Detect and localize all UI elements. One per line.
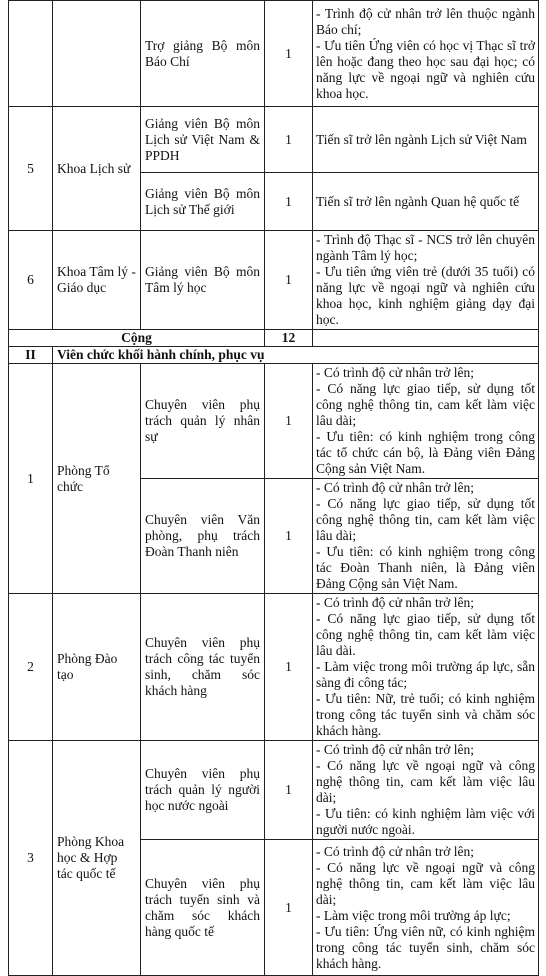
requirement-line: - Ưu tiên Ứng viên có học vị Thạc sĩ trở lên hoặc đang theo học sau đại học; có năng lực về ngoại ngữ và nghiên cứu khoa học. — [316, 37, 535, 101]
requirement-line: - Làm việc trong môi trường áp lực, sẵn sàng đi công tác; — [316, 659, 535, 690]
section-header-row — [9, 347, 539, 364]
requirement-line: - Có năng lực giao tiếp, sử dụng tốt công nghệ thông tin, cam kết làm việc lâu dài. — [316, 611, 535, 658]
unit-name: Khoa Tâm lý - Giáo dục — [53, 231, 141, 330]
total-value: 12 — [265, 330, 313, 347]
row-number: 5 — [9, 107, 53, 231]
requirement-line: - Ưu tiên: có kinh nghiệm trong công tác Đoàn Thanh niên, là Đảng viên Đảng Cộng sản Việt Nam. — [316, 544, 535, 591]
total-label: Cộng — [9, 330, 265, 347]
requirement-line: Tiến sĩ trở lên ngành Quan hệ quốc tế — [316, 193, 520, 209]
position-title: Chuyên viên phụ trách quản lý người học nước ngoài — [141, 741, 265, 840]
position-count: 1 — [265, 741, 313, 840]
row-number — [9, 1, 53, 107]
requirements-cell — [313, 594, 539, 741]
position-count: 1 — [265, 173, 313, 231]
requirement-line: - Có năng lực về ngoại ngữ và công nghệ thông tin, cam kết làm việc lâu dài; — [316, 859, 535, 907]
table-body — [9, 1, 539, 976]
unit-name — [53, 1, 141, 107]
position-count: 1 — [265, 1, 313, 107]
row-number: 1 — [9, 364, 53, 594]
unit-name: Phòng Đào tạo — [53, 594, 141, 741]
position-count: 1 — [265, 364, 313, 479]
unit-name: Khoa Lịch sử — [53, 107, 141, 231]
position-title: Giảng viên Bộ môn Tâm lý học — [141, 231, 265, 330]
unit-name: Phòng Khoa học & Hợp tác quốc tế — [53, 741, 141, 976]
position-title: Giảng viên Bộ môn Lịch sử Việt Nam & PPDH — [141, 107, 265, 173]
requirement-line: - Ưu tiên ứng viên trẻ (dưới 35 tuổi) có năng lực về ngoại ngữ và nghiên cứu khoa học, kinh nghiệm giảng dạy đại học. — [316, 264, 535, 327]
total-row — [9, 330, 539, 347]
position-title: Giảng viên Bộ môn Lịch sử Thế giới — [141, 173, 265, 231]
requirement-line: - Ưu tiên: Nữ, trẻ tuổi; có kinh nghiệm trong công tác tuyển sinh và chăm sóc khách hàng. — [316, 691, 535, 738]
unit-name: Phòng Tổ chức — [53, 364, 141, 594]
requirements-cell — [313, 840, 539, 976]
position-count: 1 — [265, 231, 313, 330]
requirements-cell — [313, 364, 539, 479]
row-number: 2 — [9, 594, 53, 741]
position-count: 1 — [265, 594, 313, 741]
requirements-cell — [313, 173, 539, 231]
recruitment-table — [8, 0, 539, 976]
position-title: Chuyên viên phụ trách tuyển sinh và chăm sóc khách hàng quốc tế — [141, 840, 265, 976]
position-count: 1 — [265, 840, 313, 976]
table-row — [9, 107, 539, 173]
requirement-line: - Có năng lực giao tiếp, sử dụng tốt công nghệ thông tin, cam kết làm việc lâu dài; — [316, 496, 535, 543]
requirements-cell — [313, 1, 539, 107]
total-empty — [313, 330, 539, 347]
row-number: 6 — [9, 231, 53, 330]
position-title: Chuyên viên Văn phòng, phụ trách Đoàn Thanh niên — [141, 479, 265, 594]
requirement-line: - Trình độ Thạc sĩ - NCS trở lên chuyên ngành Tâm lý học; — [316, 232, 535, 263]
position-title: Chuyên viên phụ trách công tác tuyển sinh, chăm sóc khách hàng — [141, 594, 265, 741]
requirements-cell — [313, 231, 539, 330]
requirement-line: - Ưu tiên: có kinh nghiệm trong công tác tổ chức cán bộ, là Đảng viên Đảng Cộng sản Việt Nam. — [316, 429, 535, 476]
requirement-line: - Có trình độ cử nhân trở lên; — [316, 742, 475, 757]
requirement-line: - Có trình độ cử nhân trở lên; — [316, 480, 475, 495]
position-count: 1 — [265, 479, 313, 594]
requirement-line: - Làm việc trong môi trường áp lực; — [316, 907, 511, 923]
requirement-line: - Ưu tiên: Ứng viên nữ, có kinh nghiệm trong công tác tuyển sinh, chăm sóc khách hàng. — [316, 923, 535, 971]
requirement-line: - Trình độ cử nhân trở lên thuộc ngành Báo chí; — [316, 5, 535, 37]
table-row — [9, 364, 539, 479]
position-count: 1 — [265, 107, 313, 173]
requirements-cell — [313, 741, 539, 840]
requirement-line: - Có trình độ cử nhân trở lên; — [316, 595, 475, 610]
recruitment-document — [8, 0, 538, 976]
section-title: Viên chức khối hành chính, phục vụ — [53, 347, 539, 364]
requirement-line: - Ưu tiên: có kinh nghiệm làm việc với người nước ngoài. — [316, 806, 535, 837]
requirements-cell — [313, 107, 539, 173]
position-title: Trợ giảng Bộ môn Báo Chí — [141, 1, 265, 107]
row-number: 3 — [9, 741, 53, 976]
position-title: Chuyên viên phụ trách quản lý nhân sự — [141, 364, 265, 479]
requirements-cell — [313, 479, 539, 594]
table-row — [9, 1, 539, 107]
section-roman: II — [9, 347, 53, 364]
table-row — [9, 594, 539, 741]
requirement-line: - Có năng lực về ngoại ngữ và công nghệ thông tin, cam kết làm việc lâu dài; — [316, 758, 535, 805]
table-row — [9, 231, 539, 330]
requirement-line: - Có năng lực giao tiếp, sử dụng tốt công nghệ thông tin, cam kết làm việc lâu dài; — [316, 381, 535, 428]
table-row — [9, 741, 539, 840]
requirement-line: - Có trình độ cử nhân trở lên; — [316, 365, 475, 380]
requirement-line: Tiến sĩ trở lên ngành Lịch sử Việt Nam — [316, 131, 527, 147]
requirement-line: - Có trình độ cử nhân trở lên; — [316, 843, 475, 859]
